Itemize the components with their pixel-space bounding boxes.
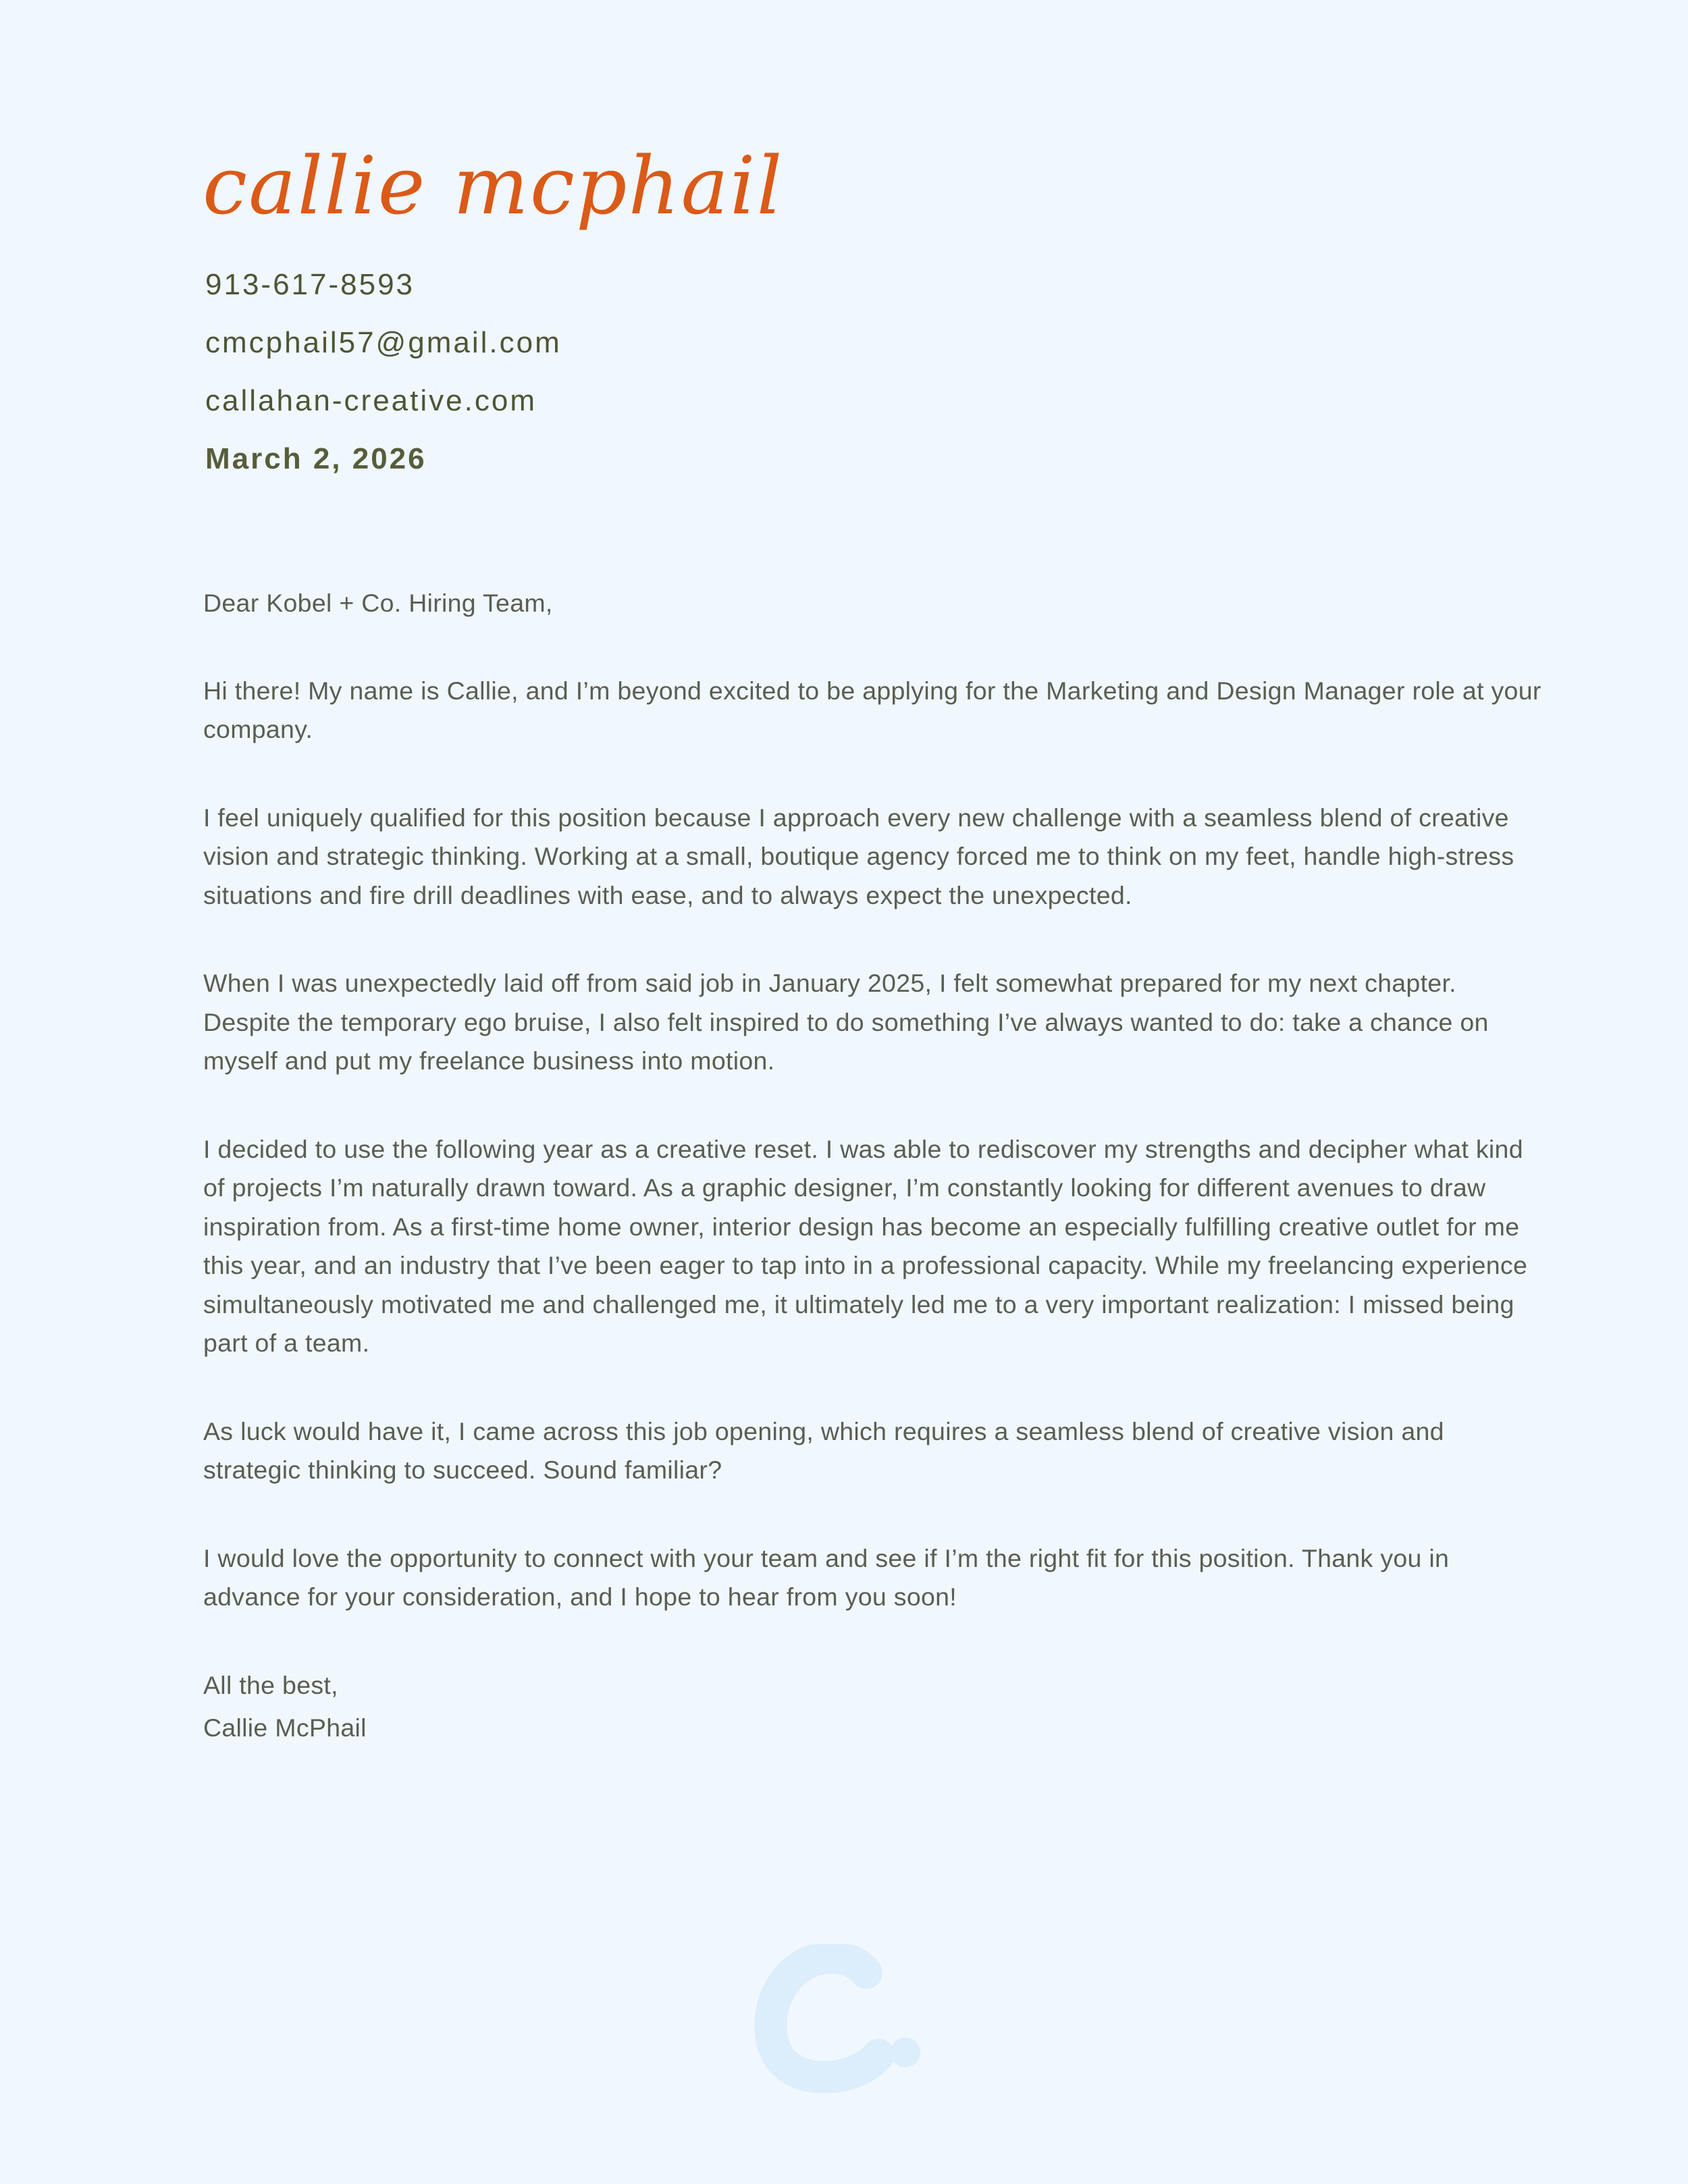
closing: All the best, — [203, 1670, 338, 1699]
author-name-logo: callie mcphail — [203, 139, 784, 232]
monogram-logo-icon — [746, 1944, 922, 2093]
website-url: callahan-creative.com — [205, 384, 537, 417]
paragraph-qualifications: I feel uniquely qualified for this position because I approach every new challenge with a seamless blend of creative vision and strategic thinking. Working at a small, boutique agency forced me to think on my feet, handle high-stress situations and fire drill deadlines with ease, and to always expect the unexpected. — [203, 803, 1514, 909]
paragraph-thank-you: I would love the opportunity to connect with your team and see if I’m the right fit for this position. Thank you in advance for your consideration, and I hope to hear from you soon! — [203, 1543, 1450, 1611]
paragraph-layoff: When I was unexpectedly laid off from said job in January 2025, I felt somewhat prepared for my next chapter. Despite the temporary ego bruise, I also felt inspired to do something I’ve always wanted to do: take a chance on myself and put my freelance business into motion. — [203, 969, 1489, 1075]
letter-body — [203, 584, 1547, 1748]
paragraph-creative-reset: I decided to use the following year as a creative reset. I was able to rediscover my strengths and decipher what kind of projects I’m naturally drawn toward. As a graphic designer, I’m constantly looking for different avenues to draw inspiration from. As a first-time home owner, interior design has become an especially fulfilling creative outlet for me this year, and an industry that I’ve been eager to tap into in a professional capacity. While my freelancing experience simultaneously motivated me and challenged me, it ultimately led me to a very important realization: I missed being part of a team. — [203, 1134, 1528, 1357]
salutation: Dear Kobel + Co. Hiring Team, — [203, 589, 553, 617]
email-address: cmcphail57@gmail.com — [205, 326, 562, 359]
paragraph-job-opening: As luck would have it, I came across this job opening, which requires a seamless blend of creative vision and strategic thinking to succeed. Sound familiar? — [203, 1416, 1444, 1484]
paragraph-intro: Hi there! My name is Callie, and I’m beyond excited to be applying for the Marketing and Design Manager role at your company. — [203, 676, 1541, 743]
phone-number: 913-617-8593 — [205, 268, 415, 301]
signature: Callie McPhail — [203, 1713, 367, 1742]
letter-date: March 2, 2026 — [205, 442, 427, 475]
